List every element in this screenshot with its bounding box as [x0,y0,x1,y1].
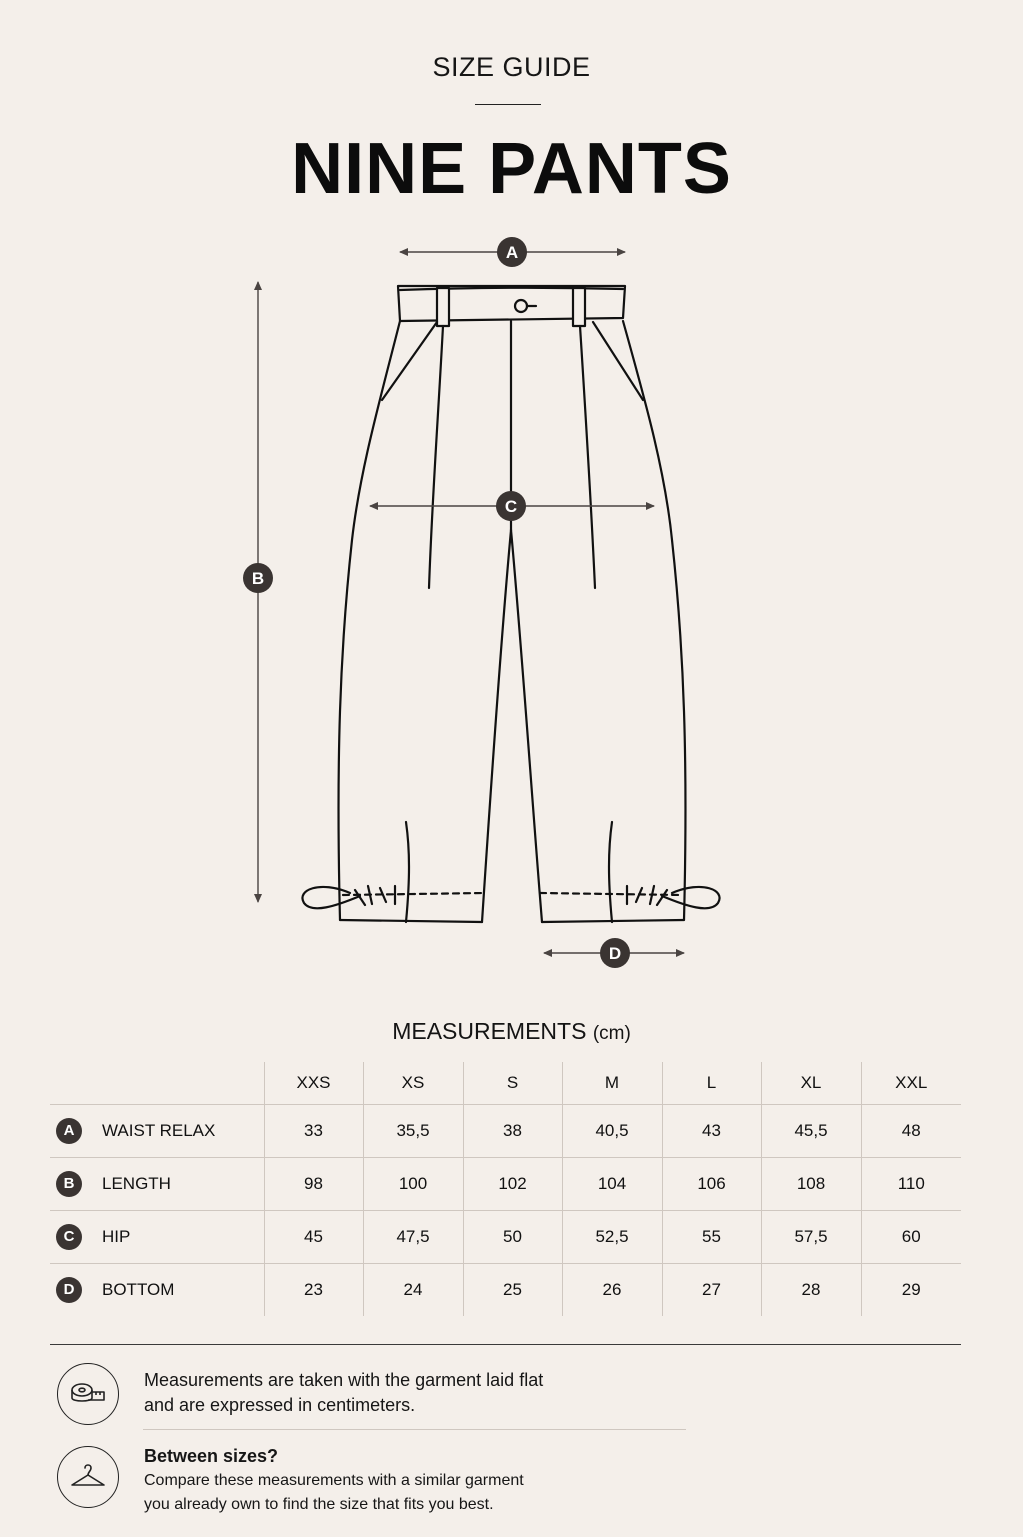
table-cell: 25 [463,1264,562,1317]
table-cell: 57,5 [761,1211,861,1264]
section-divider [50,1344,961,1345]
measuring-tape-icon [57,1363,119,1425]
table-cell: 33 [264,1105,363,1158]
size-col-m: M [562,1062,662,1105]
belt-loop-right [573,288,585,326]
table-cell: 40,5 [562,1105,662,1158]
measurements-unit: (cm) [592,1023,631,1044]
note-between-sizes [144,1444,524,1517]
table-row [50,1211,961,1264]
table-cell: 38 [463,1105,562,1158]
table-cell: 27 [662,1264,761,1317]
size-col-xxs: XXS [264,1062,363,1105]
table-cell: 48 [861,1105,961,1158]
size-col-l: L [662,1062,761,1105]
drawstring-right [662,887,720,908]
table-cell: 100 [363,1158,463,1211]
row-label: LENGTH [102,1174,171,1193]
table-cell: 47,5 [363,1211,463,1264]
marker-b: B [251,569,265,588]
table-cell: 98 [264,1158,363,1211]
table-row [50,1158,961,1211]
row-label: HIP [102,1227,131,1246]
right-leg-outline [623,321,686,920]
row-label: WAIST RELAX [102,1121,216,1140]
note-line: Measurements are taken with the garment laid flat [144,1370,544,1390]
waistband [398,286,625,321]
size-col-s: S [463,1062,562,1105]
table-row [50,1105,961,1158]
table-cell: 28 [761,1264,861,1317]
table-cell: 24 [363,1264,463,1317]
table-cell: 35,5 [363,1105,463,1158]
row-marker-badge: D [56,1277,82,1303]
pants-diagram [0,225,1023,985]
hanger-icon [57,1446,119,1508]
note-line: you already own to find the size that fits you best. [144,1496,494,1513]
header-corner [50,1062,264,1105]
table-cell: 50 [463,1211,562,1264]
measurements-title: MEASUREMENTS [392,1018,587,1044]
note-line: Compare these measurements with a similar garment [144,1472,524,1489]
table-cell: 102 [463,1158,562,1211]
table-cell: 106 [662,1158,761,1211]
size-col-xl: XL [761,1062,861,1105]
table-row [50,1264,961,1317]
measurements-heading [0,1018,1023,1045]
table-cell: 43 [662,1105,761,1158]
note-divider [143,1429,686,1430]
marker-c: C [504,497,518,516]
note-line: and are expressed in centimeters. [144,1395,416,1415]
note-title: Between sizes? [144,1446,279,1466]
left-leg-outline [339,321,401,920]
table-cell: 23 [264,1264,363,1317]
size-guide-label: SIZE GUIDE [432,52,591,82]
size-table [50,1062,961,1316]
size-col-xs: XS [363,1062,463,1105]
drawstring-left [302,887,360,908]
row-marker-badge: B [56,1171,82,1197]
table-cell: 52,5 [562,1211,662,1264]
table-cell: 26 [562,1264,662,1317]
row-label: BOTTOM [102,1280,175,1299]
size-header-row [50,1062,961,1105]
table-cell: 55 [662,1211,761,1264]
table-cell: 108 [761,1158,861,1211]
belt-loop-left [437,288,449,326]
size-col-xxl: XXL [861,1062,961,1105]
waist-button [515,300,527,312]
table-cell: 29 [861,1264,961,1317]
table-cell: 45,5 [761,1105,861,1158]
table-cell: 45 [264,1211,363,1264]
product-title: NINE PANTS [291,129,732,209]
note-measurement-info [144,1368,543,1418]
row-marker-badge: A [56,1118,82,1144]
table-cell: 104 [562,1158,662,1211]
marker-d: D [608,944,622,963]
table-cell: 60 [861,1211,961,1264]
eyebrow-divider [475,104,541,105]
marker-a: A [505,243,519,262]
row-marker-badge: C [56,1224,82,1250]
table-cell: 110 [861,1158,961,1211]
